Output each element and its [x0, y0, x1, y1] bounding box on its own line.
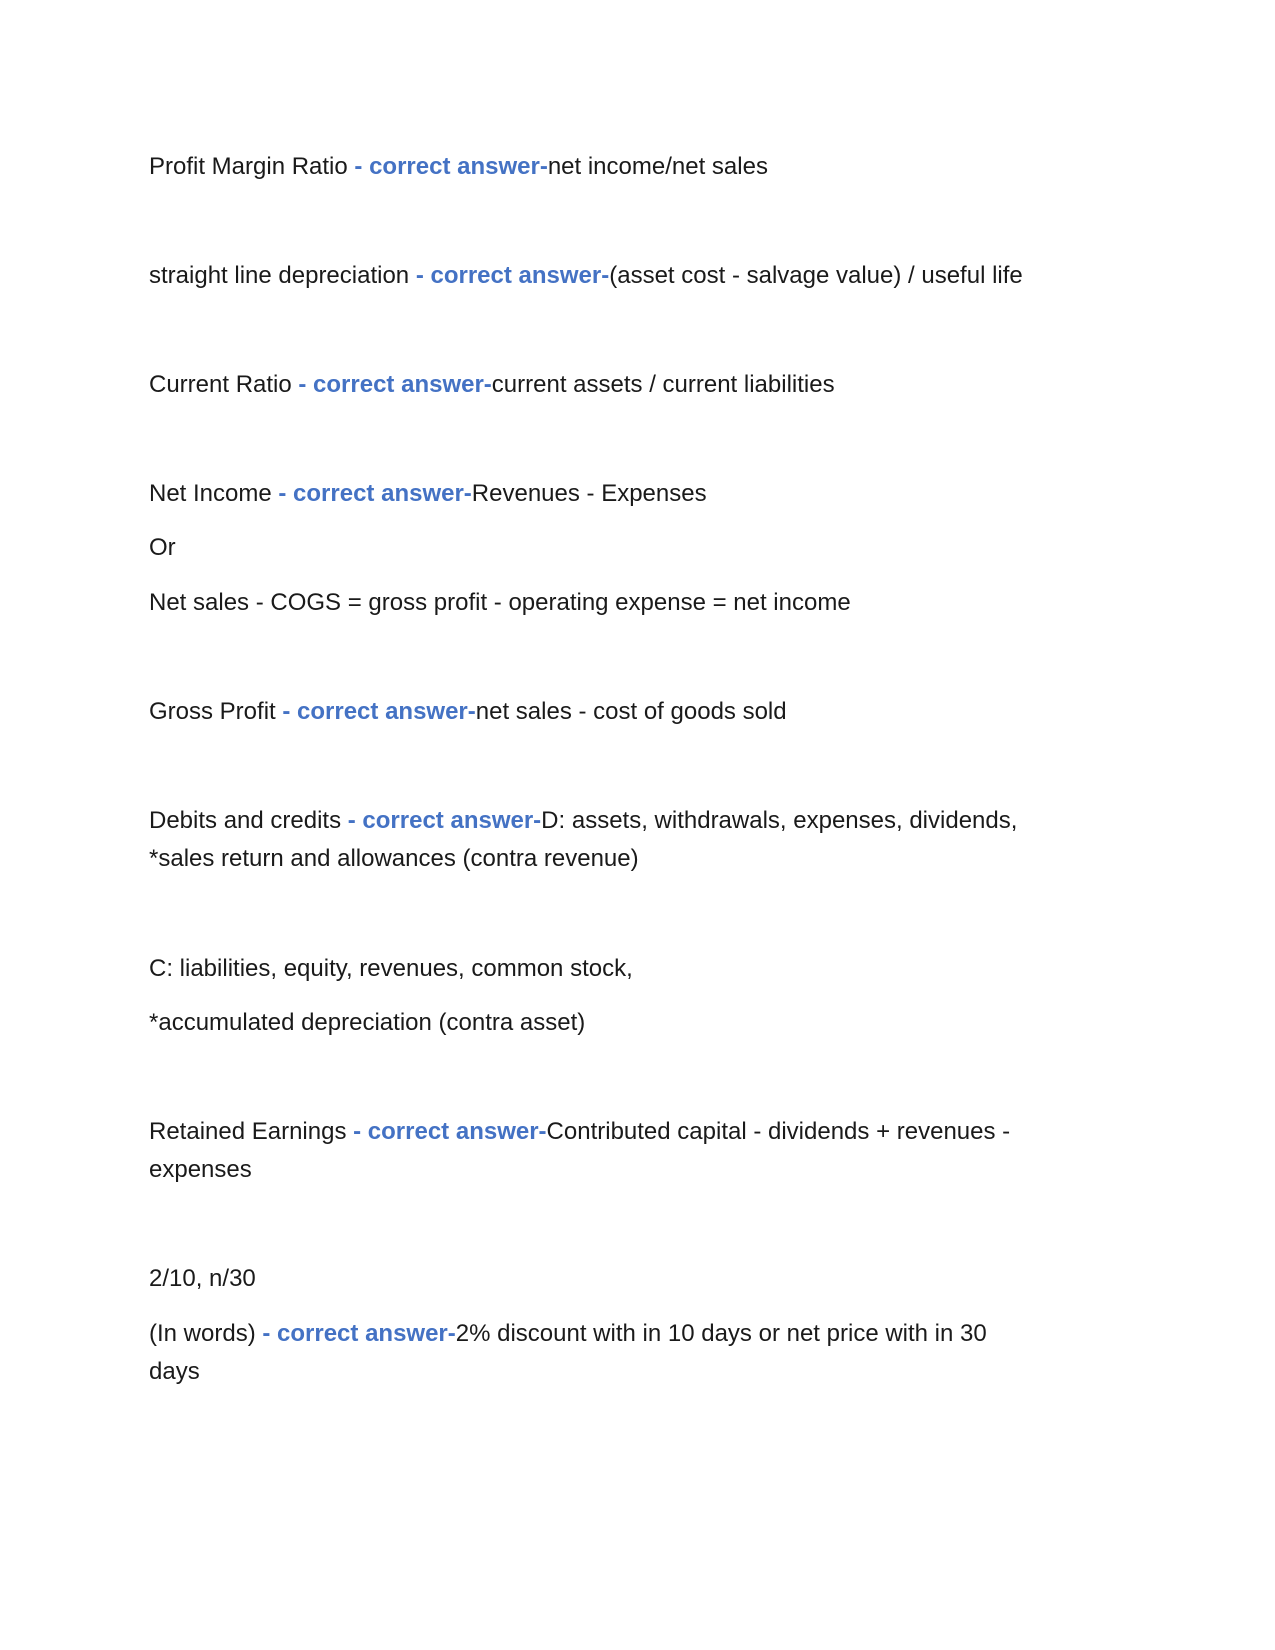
card-gross-profit	[149, 693, 787, 731]
correct-answer-separator: - correct answer-	[278, 480, 472, 507]
correct-answer-separator: - correct answer-	[347, 807, 542, 834]
correct-answer-separator: - correct answer-	[298, 371, 492, 398]
correct-answer-separator: - correct answer-	[415, 262, 610, 289]
answer-text: net income/net sales	[547, 153, 768, 180]
card-debits-and-credits	[149, 802, 1017, 840]
term-label: (In words)	[149, 1320, 263, 1347]
card-net-income	[149, 475, 707, 513]
card-in-words	[149, 1315, 987, 1353]
answer-text: net sales - cost of goods sold	[475, 698, 787, 725]
answer-text: (asset cost - salvage value) / useful life	[609, 262, 1023, 289]
answer-continuation: *accumulated depreciation (contra asset)	[149, 1009, 586, 1036]
answer-continuation: *sales return and allowances (contra revenue)	[149, 845, 639, 872]
term-label: Net Income	[149, 480, 279, 507]
card-retained-earnings	[149, 1113, 1010, 1151]
answer-text: current assets / current liabilities	[491, 371, 835, 398]
answer-text: Revenues - Expenses	[471, 480, 707, 507]
correct-answer-separator: - correct answer-	[282, 698, 476, 725]
card-straight-line-depreciation	[149, 257, 1023, 295]
answer-text: D: assets, withdrawals, expenses, dividends,	[541, 807, 1018, 834]
answer-continuation: days	[149, 1358, 200, 1385]
answer-text: Contributed capital - dividends + revenues -	[546, 1118, 1011, 1145]
card-profit-margin-ratio	[149, 148, 768, 186]
answer-text: 2% discount with in 10 days or net price with in 30	[455, 1320, 987, 1347]
answer-continuation: Net sales - COGS = gross profit - operating expense = net income	[149, 589, 851, 616]
term-label: Profit Margin Ratio	[149, 153, 355, 180]
term-label: Current Ratio	[149, 371, 299, 398]
correct-answer-separator: - correct answer-	[353, 1118, 547, 1145]
correct-answer-separator: - correct answer-	[354, 153, 548, 180]
card-current-ratio	[149, 366, 835, 404]
correct-answer-separator: - correct answer-	[262, 1320, 456, 1347]
term-label: Retained Earnings	[149, 1118, 354, 1145]
answer-continuation: Or	[149, 534, 176, 561]
term-label: Gross Profit	[149, 698, 283, 725]
term-pre-line: 2/10, n/30	[149, 1265, 256, 1292]
term-label: Debits and credits	[149, 807, 348, 834]
answer-continuation: C: liabilities, equity, revenues, common stock,	[149, 955, 633, 982]
term-label: straight line depreciation	[149, 262, 416, 289]
answer-continuation: expenses	[149, 1156, 252, 1183]
